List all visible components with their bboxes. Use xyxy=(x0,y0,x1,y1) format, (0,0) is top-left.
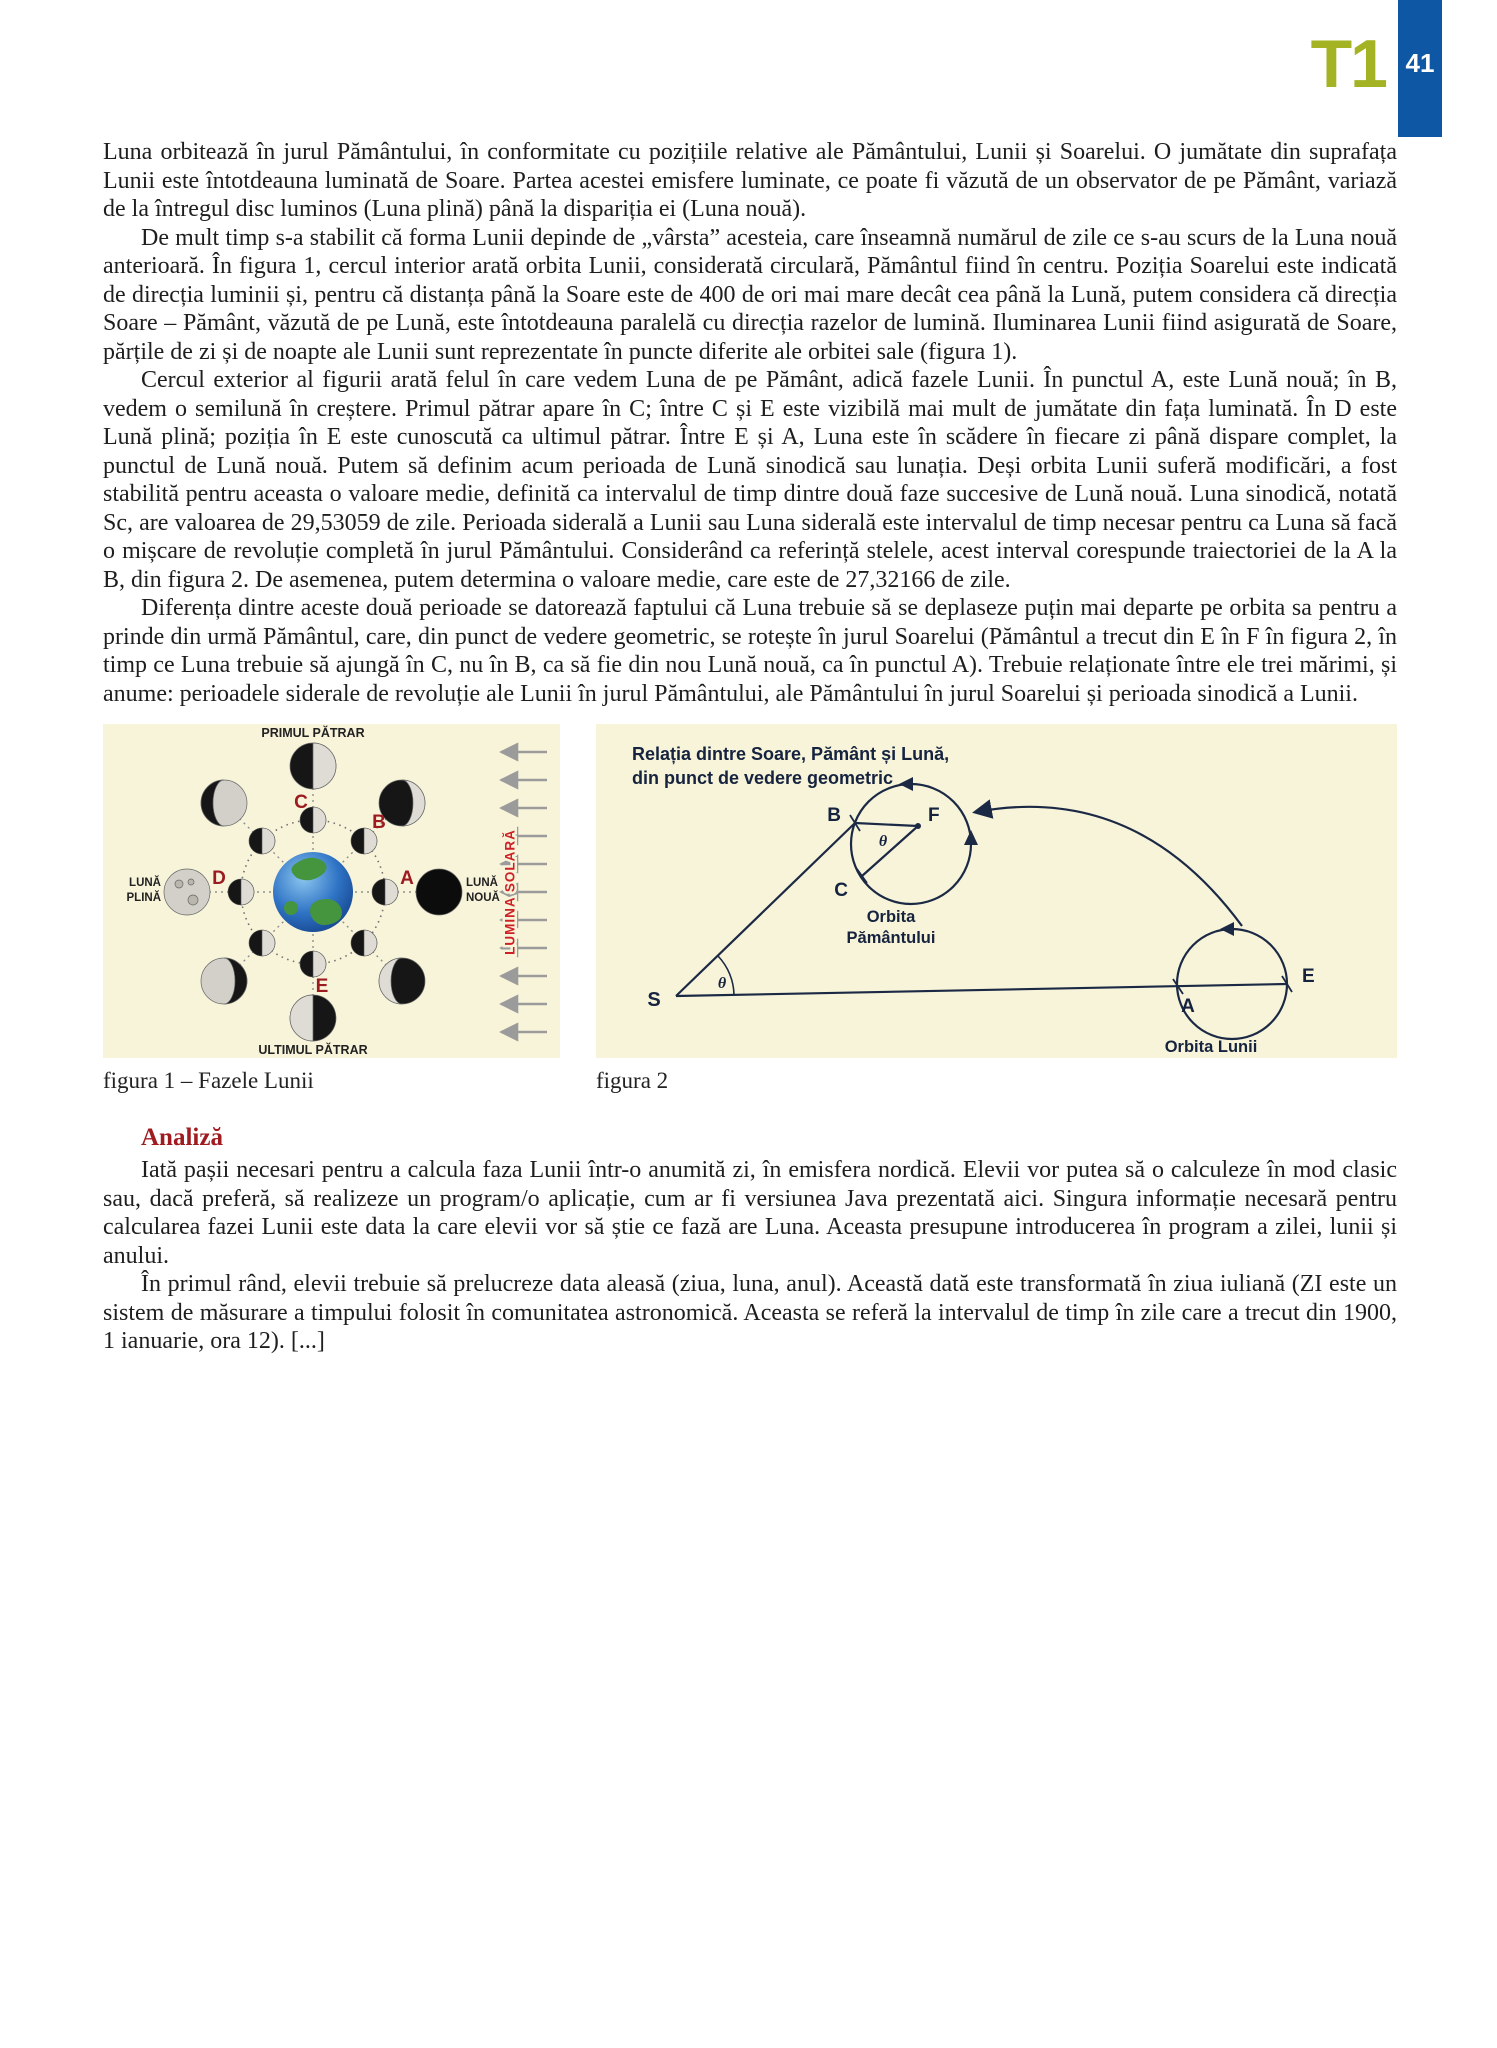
point-f-dot xyxy=(915,823,921,829)
line-s-e xyxy=(676,984,1287,996)
figures-row xyxy=(103,724,1397,1058)
moon-waxing-gibbous xyxy=(201,780,247,826)
moon-last-quarter xyxy=(290,995,336,1041)
unit-tag: T1 xyxy=(1310,26,1386,102)
intro-paragraph-2: De mult timp s-a stabilit că forma Lunii depinde de „vârsta” acesteia, care înseamnă numărul de zile ce s-au scurs de la Luna nouă anterioară. În figura 1, cercul interior arată orbita Lunii, considerată circulară, Pământul fiind în centru. Poziția Soarelui este indicată de direcția luminii și, pentru că distanța până la Soare este de 400 de ori mai mare decât cea până la Lună, putem considera că direcția Soare – Pământ, văzută de pe Lună, este întotdeauna paralelă cu direcția razelor de lumină. Iluminarea Lunii fiind asigurată de Soare, părțile de zi și de noapte ale Lunii sunt reprezentate în puncte diferite ale orbitei sale (figura 1). xyxy=(103,224,1397,365)
label-earth-orbit-2: Pământului xyxy=(846,929,936,947)
geometry-diagram xyxy=(596,724,1397,1058)
label-point-c: C xyxy=(294,792,308,813)
intro-paragraph-1: Luna orbitează în jurul Pământului, în conformitate cu pozițiile relative ale Pământului, Lunii și Soarelui. O jumătate din suprafața Lunii este întotdeauna luminată de Soare. Partea acestei emisfere luminate, ce poate fi văzută de un observator de pe Pământ, variază de la întregul disc luminos (Luna plină) până la dispariția ei (Luna nouă). xyxy=(103,139,1397,222)
label-point-a: A xyxy=(400,868,414,889)
moon-new xyxy=(416,869,462,915)
line-s-b xyxy=(676,823,855,996)
moon-orbit-at-f xyxy=(851,784,971,904)
label-theta-f: θ xyxy=(878,833,888,850)
label-s: S xyxy=(647,989,661,1011)
figure-1-caption: figura 1 – Fazele Lunii xyxy=(103,1068,314,1093)
page-number: 41 xyxy=(1405,48,1435,78)
moon-waning-gibbous xyxy=(201,958,247,1004)
label-point-b: B xyxy=(372,812,386,833)
moon-phases-diagram xyxy=(103,724,560,1058)
label-full-moon-2: PLINĂ xyxy=(126,892,161,904)
moon-waxing-crescent xyxy=(379,780,425,826)
label-c: C xyxy=(834,880,848,901)
label-point-d: D xyxy=(212,868,226,889)
captions-row xyxy=(103,1068,1397,1094)
label-theta-s: θ xyxy=(717,975,727,992)
figure-2-title-line-1: Relația dintre Soare, Pământ și Lună, xyxy=(632,744,950,764)
earth-orbit-arc xyxy=(976,807,1242,926)
moon-first-quarter xyxy=(290,743,336,789)
page-content xyxy=(103,138,1397,1356)
moon-waning-crescent xyxy=(379,958,425,1004)
label-new-moon-1: LUNĂ xyxy=(466,877,498,889)
label-last-quarter: ULTIMUL PĂTRAR xyxy=(258,1043,368,1057)
analysis-paragraph-2: În primul rând, elevii trebuie să prelucreze data aleasă (ziua, luna, anul). Această dată este transformată în ziua iuliană (ZI este un sistem de măsurare a timpului folosit în comunitatea astronomică. Aceasta se referă la intervalul de timp în zile care a trecut din 1900, 1 ianuarie, ora 12). [...] xyxy=(103,1271,1397,1354)
label-b: B xyxy=(827,805,841,826)
figure-2-geometry xyxy=(596,724,1397,1058)
page-number-bar xyxy=(1398,0,1442,137)
figure-1-moon-phases xyxy=(103,724,560,1058)
label-first-quarter: PRIMUL PĂTRAR xyxy=(261,726,365,740)
tick-c xyxy=(857,869,867,883)
intro-paragraph-4: Diferența dintre aceste două perioade se datorează faptului că Luna trebuie să se deplaseze puțin mai departe pe orbita sa pentru a prinde din urmă Pământul, care, din punct de vedere geometric, se rotește în jurul Soarelui (Pământul a trecut din E în F în figura 2, în timp ce Luna trebuie să ajungă în C, nu în B, ca să fie din nou Lună nouă, ca în punctul A). Trebuie relaționate între ele trei mărimi, și anume: perioadele siderale de revoluție ale Lunii în jurul Pământului, ale Pământului în jurul Soarelui și perioada sinodică a Lunii. xyxy=(103,595,1397,707)
moon-full xyxy=(164,869,210,915)
analysis-heading: Analiză xyxy=(141,1124,223,1151)
label-point-e: E xyxy=(315,976,329,997)
geometry-lines xyxy=(676,784,1292,1039)
label-a: A xyxy=(1181,996,1195,1017)
label-new-moon-2: NOUĂ xyxy=(466,892,500,904)
label-full-moon-1: LUNĂ xyxy=(129,877,161,889)
sunlight-label: LUMINA SOLARĂ xyxy=(502,829,518,955)
orbit-direction-arrows xyxy=(899,777,1234,936)
label-e: E xyxy=(1302,966,1315,987)
line-f-c xyxy=(862,826,918,876)
label-moon-orbit: Orbita Lunii xyxy=(1164,1038,1258,1056)
line-b-f xyxy=(855,823,918,826)
earth-illustration xyxy=(273,852,353,932)
intro-paragraph-3: Cercul exterior al figurii arată felul în care vedem Luna de pe Pământ, adică fazele Lunii. În punctul A, este Lună nouă; în B, vedem o semilună în creștere. Primul pătrar apare în C; între C și E este vizibilă mai mult de jumătate din fața luminată. În D este Lună plină; poziția în E este cunoscută ca ultimul pătrar. Între E și A, Luna este în scădere în fiecare zi până dispare complet, la punctul de Lună nouă. Putem să definim acum perioada de Lună sinodică sau lunația. Deși orbita Lunii suferă modificări, a fost stabilită pentru aceasta o valoare medie, definită ca intervalul de timp dintre două faze succesive de Lună nouă. Luna sinodică, notată Sc, are valoarea de 29,53059 de zile. Perioada siderală a Lunii sau Luna siderală este intervalul de timp necesar pentru ca Luna să facă o mișcare de revoluție completă în jurul Pământului. Considerând ca referință stelele, acest interval corespunde traiectoriei de la A la B, din figura 2. De asemenea, putem determina o valoare medie, care este de 27,32166 de zile. xyxy=(103,367,1397,593)
label-f: F xyxy=(928,805,940,826)
label-earth-orbit-1: Orbita xyxy=(866,908,916,926)
figure-2-caption: figura 2 xyxy=(596,1068,669,1093)
analysis-paragraph-1: Iată pașii necesari pentru a calcula faza Lunii într-o anumită zi, în emisfera nordică. Elevii vor putea să o calculeze în mod clasic sau, dacă preferă, să realizeze un program/o aplicație, cum ar fi versiunea Java prezentată aici. Singura informație necesară pentru calcularea fazei Lunii este data la care elevii vor să știe ce fază are Luna. Aceasta presupune introducerea în program a zilei, lunii și anului. xyxy=(103,1157,1397,1269)
figure-2-title-line-2: din punct de vedere geometric xyxy=(632,768,894,788)
